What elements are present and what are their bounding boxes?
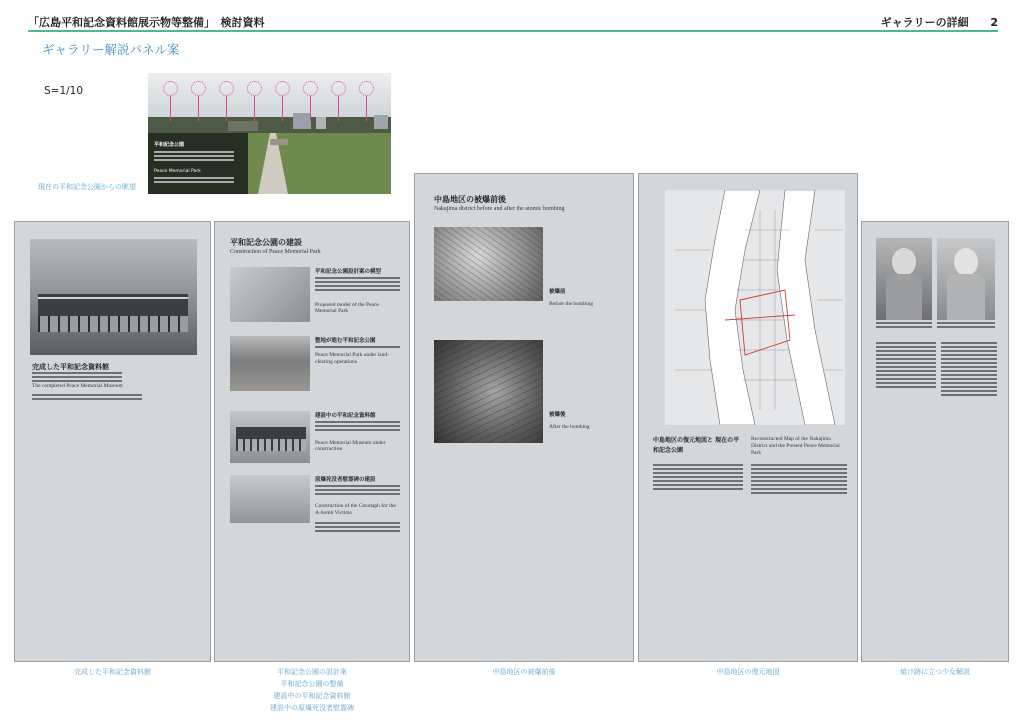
panel-girl-in-ruins	[861, 221, 1009, 662]
item-title-jp: 建設中の平和記念資料館	[315, 413, 376, 419]
overview-caption: 現在の平和記念公園からの眺望	[38, 183, 136, 191]
marker-circle	[191, 81, 206, 96]
reconstructed-map	[665, 190, 845, 425]
item-title-en: Peace Memorial Museum under construction	[315, 440, 386, 452]
land-clearing-photo	[230, 336, 310, 391]
item-title-jp: 平和記念公園設計案の模型	[315, 269, 382, 275]
panel-completed-museum	[14, 221, 211, 662]
marker-pin	[170, 96, 171, 121]
marker-circle	[163, 81, 178, 96]
museum-photo	[30, 239, 197, 355]
marker-circle	[303, 81, 318, 96]
panel-caption: 焼け跡に立つ少女解説	[900, 668, 970, 676]
marker-circle	[359, 81, 374, 96]
document-title: 「広島平和記念資料館展示物等整備」 検討資料	[28, 16, 265, 29]
item-title-en: Proposed model of the Peace Memorial Park	[315, 302, 379, 314]
before-bombing-photo	[434, 227, 543, 301]
section-name: ギャラリーの詳細	[880, 16, 969, 29]
park-label-en: Peace Memorial Park	[154, 169, 201, 174]
caption-line: 平和記念公園の設計案	[277, 668, 347, 676]
panel-caption: 中島地区の復元地図	[716, 668, 780, 676]
museum-construction-photo	[230, 411, 310, 463]
item-title-en: After the bombing	[549, 424, 590, 430]
item-title-jp: 原爆死没者慰霊碑の建設	[315, 477, 376, 483]
caption-line: 平和記念公園の整備	[280, 680, 344, 688]
panel-title-en: Reconstructed Map of the Nakajima District and the Present Peace Memorial Park	[751, 436, 840, 456]
marker-circle	[247, 81, 262, 96]
marker-pin	[198, 96, 199, 121]
panel-title-jp: 平和記念公園の建設	[230, 238, 302, 247]
marker-pin	[282, 96, 283, 121]
item-title-jp: 被爆前	[549, 289, 566, 295]
document-header	[28, 12, 998, 30]
marker-circle	[219, 81, 234, 96]
item-title-jp: 整地が進む平和記念公園	[315, 338, 376, 344]
model-photo	[230, 267, 310, 322]
caption-line: 建設中の平和記念資料館	[273, 692, 351, 700]
panel-title-jp: 中島地区の被爆前後	[434, 195, 506, 204]
page-heading: ギャラリー解説パネル案	[42, 42, 180, 57]
marker-pin	[226, 96, 227, 121]
panel-caption: 中島地区の被爆前後	[492, 668, 556, 676]
page-number: 2	[990, 16, 998, 29]
after-bombing-photo	[434, 340, 543, 443]
panel-caption: 完成した平和記念資料館	[74, 668, 151, 676]
park-overview-photo	[148, 73, 391, 194]
caption-line: 建設中の原爆死没者慰霊碑	[270, 704, 354, 712]
panel-caption	[214, 666, 410, 714]
section-label	[881, 14, 998, 30]
panel-title-jp: 中島地区の復元地図と 現在の平和記念公園	[653, 437, 740, 454]
marker-pin	[366, 96, 367, 121]
scale-label: S=1/10	[44, 85, 84, 97]
panel-reconstructed-map	[638, 173, 858, 662]
marker-circle	[275, 81, 290, 96]
header-rule	[28, 30, 998, 32]
cenotaph-construction-photo	[230, 475, 310, 523]
girl-photo-1	[876, 238, 932, 320]
marker-pin	[310, 96, 311, 121]
item-title-en: Peace Memorial Park under land-clearing operations	[315, 352, 389, 365]
item-title-jp: 被爆後	[549, 412, 566, 418]
park-label-jp: 平和記念公園	[154, 142, 185, 148]
panel-title-en: Construction of Peace Memorial Park	[230, 249, 321, 255]
panel-title-en: Nakajima district before and after the atomic bombing	[434, 206, 565, 212]
marker-circle	[331, 81, 346, 96]
item-title-en: Construction of the Cenotaph for the A-bomb Victims	[315, 503, 396, 516]
item-title-en: The completed Peace Memorial Museum	[32, 383, 123, 389]
panel-park-construction	[214, 221, 410, 662]
marker-pin	[254, 96, 255, 121]
item-title-jp: 完成した平和記念資料館	[32, 363, 109, 371]
item-title-en: Before the bombing	[549, 301, 593, 307]
marker-pin	[338, 96, 339, 121]
panel-nakajima-before-after	[414, 173, 634, 662]
girl-photo-2	[937, 238, 995, 320]
